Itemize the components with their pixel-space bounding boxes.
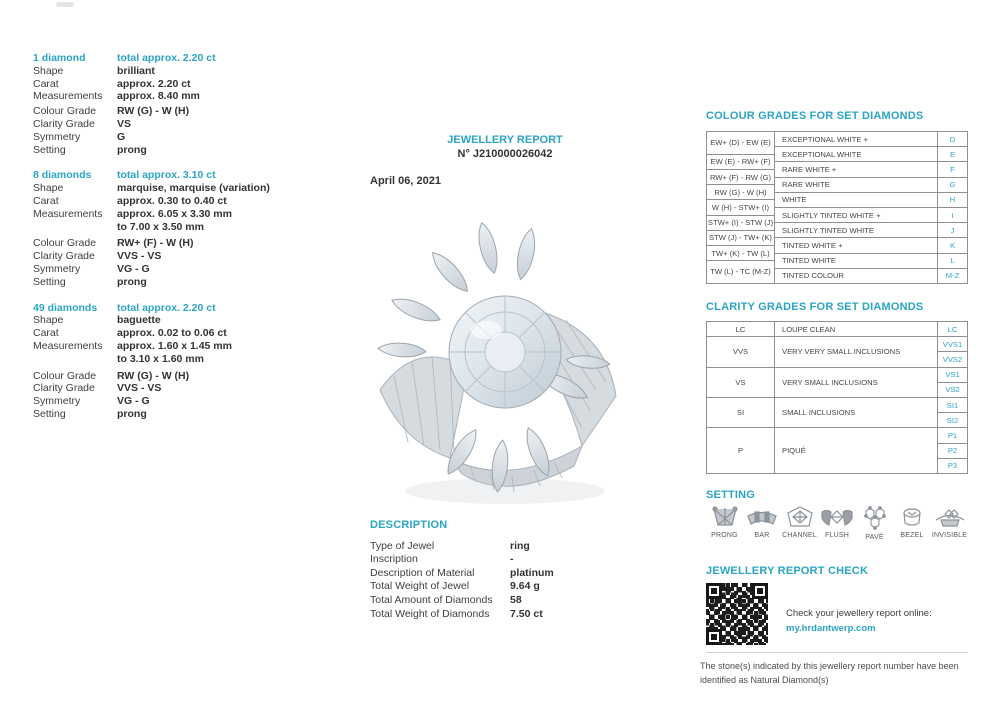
colour-range-cell: STW+ (I) - STW (J) — [706, 215, 774, 230]
spec-row: Setting prong — [33, 275, 147, 288]
clarity-abbr-cell: VS — [706, 367, 774, 397]
clarity-name-cell: SMALL INCLUSIONS — [774, 397, 937, 427]
clarity-abbr-cell: P — [706, 427, 774, 473]
description-row: Total Weight of Diamonds 7.50 ct — [370, 607, 543, 620]
colour-code-cell: I — [937, 207, 967, 222]
spec-row: Symmetry G — [33, 130, 126, 143]
colour-range-cell: TW (L) - TC (M-Z) — [706, 260, 774, 283]
colour-range-cell: RW+ (F) - RW (G) — [706, 169, 774, 184]
section-title: 49 diamonds — [33, 301, 98, 314]
report-title: JEWELLERY REPORT — [447, 134, 563, 146]
spec-row: Clarity Grade VVS - VS — [33, 250, 162, 263]
diamond-specs-column — [33, 52, 333, 434]
colour-grades-table — [706, 131, 968, 284]
spec-row: Clarity Grade VVS - VS — [33, 382, 162, 395]
colour-code-cell: H — [937, 192, 967, 207]
section-total: total approx. 2.20 ct — [117, 301, 216, 314]
colour-range-cell: STW (J) - TW+ (K) — [706, 230, 774, 245]
colour-name-cell: TINTED WHITE — [774, 253, 937, 268]
colour-code-cell: L — [937, 253, 967, 268]
setting-type-bar: BAR — [744, 505, 781, 541]
section-total: total approx. 3.10 ct — [117, 169, 216, 182]
colour-range-cell: EW+ (D) - EW (E) — [706, 131, 774, 154]
report-check-block — [706, 583, 932, 645]
colour-code-cell: D — [937, 131, 967, 146]
colour-code-cell: E — [937, 146, 967, 161]
colour-grades-title: COLOUR GRADES FOR SET DIAMONDS — [706, 110, 924, 122]
invisible-setting-icon — [933, 505, 967, 529]
qr-code — [706, 583, 768, 645]
colour-name-cell: SLIGHTLY TINTED WHITE — [774, 222, 937, 237]
spec-row: Symmetry VG - G — [33, 262, 150, 275]
colour-name-cell: RARE WHITE — [774, 177, 937, 192]
scan-artifact — [56, 2, 74, 7]
clarity-code-cell: LC — [937, 321, 967, 336]
report-header — [355, 133, 655, 161]
setting-type-prong: PRONG — [706, 505, 743, 541]
report-check-title: JEWELLERY REPORT CHECK — [706, 565, 869, 577]
setting-type-bezel: BEZEL — [894, 505, 931, 541]
section-title: 8 diamonds — [33, 169, 92, 182]
colour-code-cell: K — [937, 237, 967, 252]
section-title: 1 diamond — [33, 52, 86, 64]
description-row: Total Weight of Jewel 9.64 g — [370, 580, 540, 593]
spec-row: Measurements approx. 6.05 x 3.30 mm — [33, 207, 232, 220]
report-number: N° J210000026042 — [457, 148, 553, 160]
section-total: total approx. 2.20 ct — [117, 52, 216, 64]
colour-name-cell: WHITE — [774, 192, 937, 207]
colour-range-cell: EW (E) - RW+ (F) — [706, 154, 774, 169]
colour-name-cell: EXCEPTIONAL WHITE + — [774, 131, 937, 146]
clarity-code-cell: VVS1 — [937, 336, 967, 351]
qr-finder-icon — [706, 629, 722, 645]
clarity-grades-table — [706, 321, 968, 474]
clarity-code-cell: VS1 — [937, 367, 967, 382]
colour-name-cell: TINTED WHITE + — [774, 237, 937, 252]
colour-name-cell: TINTED COLOUR — [774, 268, 937, 283]
spec-row: Measurements approx. 1.60 x 1.45 mm — [33, 339, 232, 352]
setting-type-flush: FLUSH — [819, 505, 856, 541]
clarity-code-cell: P2 — [937, 443, 967, 458]
clarity-code-cell: VVS2 — [937, 351, 967, 366]
check-info — [786, 583, 932, 645]
setting-types-row — [706, 505, 968, 541]
diamond-section-2 — [33, 169, 333, 288]
description-row: Description of Material platinum — [370, 566, 554, 579]
check-prompt: Check your jewellery report online: — [786, 608, 932, 619]
description-block — [370, 519, 670, 621]
qr-finder-icon — [706, 583, 722, 599]
spec-row: Setting prong — [33, 407, 147, 420]
grades-column — [700, 0, 968, 706]
colour-code-cell: F — [937, 161, 967, 176]
colour-name-cell: SLIGHTLY TINTED WHITE + — [774, 207, 937, 222]
footer-divider — [706, 652, 968, 653]
spec-row: Clarity Grade VS — [33, 117, 132, 130]
colour-range-cell: RW (G) - W (H) — [706, 184, 774, 199]
ring-photo — [350, 190, 660, 520]
colour-code-cell: G — [937, 177, 967, 192]
qr-finder-icon — [752, 583, 768, 599]
colour-range-cell: W (H) - STW+ (I) — [706, 199, 774, 214]
spec-row: Carat approx. 0.02 to 0.06 ct — [33, 327, 227, 340]
diamond-section-3 — [33, 302, 333, 421]
spec-row: Symmetry VG - G — [33, 395, 150, 408]
setting-title: SETTING — [706, 489, 756, 501]
clarity-code-cell: SI1 — [937, 397, 967, 412]
prong-setting-icon — [708, 505, 742, 529]
flush-setting-icon — [820, 505, 854, 529]
pave-setting-icon — [858, 505, 892, 531]
description-row: Type of Jewel ring — [370, 539, 530, 552]
spec-row: Shape marquise, marquise (variation) — [33, 182, 270, 195]
report-date: April 06, 2021 — [370, 175, 441, 187]
spec-row: Colour Grade RW (G) - W (H) — [33, 105, 190, 118]
clarity-abbr-cell: LC — [706, 321, 774, 336]
spec-row: Carat approx. 2.20 ct — [33, 77, 191, 90]
clarity-grades-title: CLARITY GRADES FOR SET DIAMONDS — [706, 301, 924, 313]
clarity-name-cell: PIQUÉ — [774, 427, 937, 473]
bezel-setting-icon — [895, 505, 929, 529]
setting-type-channel: CHANNEL — [781, 505, 818, 541]
setting-type-invisible: INVISIBLE — [931, 505, 968, 541]
clarity-abbr-cell: SI — [706, 397, 774, 427]
clarity-abbr-cell: VVS — [706, 336, 774, 366]
spec-row: Colour Grade RW (G) - W (H) — [33, 369, 190, 382]
setting-type-pave: PAVÉ — [856, 505, 893, 541]
colour-name-cell: RARE WHITE + — [774, 161, 937, 176]
diamond-section-1 — [33, 52, 333, 156]
clarity-code-cell: P1 — [937, 427, 967, 442]
clarity-name-cell: VERY VERY SMALL INCLUSIONS — [774, 336, 937, 366]
clarity-code-cell: SI2 — [937, 412, 967, 427]
colour-range-cell: TW+ (K) - TW (L) — [706, 245, 774, 260]
spec-row: to 7.00 x 3.50 mm — [117, 220, 204, 233]
spec-row: to 3.10 x 1.60 mm — [117, 352, 204, 365]
report-check-link[interactable]: my.hrdantwerp.com — [786, 623, 876, 634]
clarity-name-cell: LOUPE CLEAN — [774, 321, 937, 336]
spec-row: Colour Grade RW+ (F) - W (H) — [33, 237, 194, 250]
description-row: Total Amount of Diamonds 58 — [370, 593, 522, 606]
clarity-name-cell: VERY SMALL INCLUSIONS — [774, 367, 937, 397]
spec-row: Setting prong — [33, 143, 147, 156]
description-row: Inscription - — [370, 553, 514, 566]
spec-row: Measurements approx. 8.40 mm — [33, 90, 200, 103]
spec-row: Shape brilliant — [33, 64, 155, 77]
spec-row: Shape baguette — [33, 314, 161, 327]
channel-setting-icon — [783, 505, 817, 529]
bar-setting-icon — [745, 505, 779, 529]
colour-code-cell: M-Z — [937, 268, 967, 283]
clarity-code-cell: VS2 — [937, 382, 967, 397]
colour-name-cell: EXCEPTIONAL WHITE — [774, 146, 937, 161]
description-title: DESCRIPTION — [370, 519, 448, 531]
natural-diamond-disclaimer: The stone(s) indicated by this jewellery report number have been identified as Natural Diamond(s) — [700, 661, 959, 685]
clarity-code-cell: P3 — [937, 458, 967, 473]
spec-row: Carat approx. 0.30 to 0.40 ct — [33, 194, 227, 207]
colour-code-cell: J — [937, 222, 967, 237]
